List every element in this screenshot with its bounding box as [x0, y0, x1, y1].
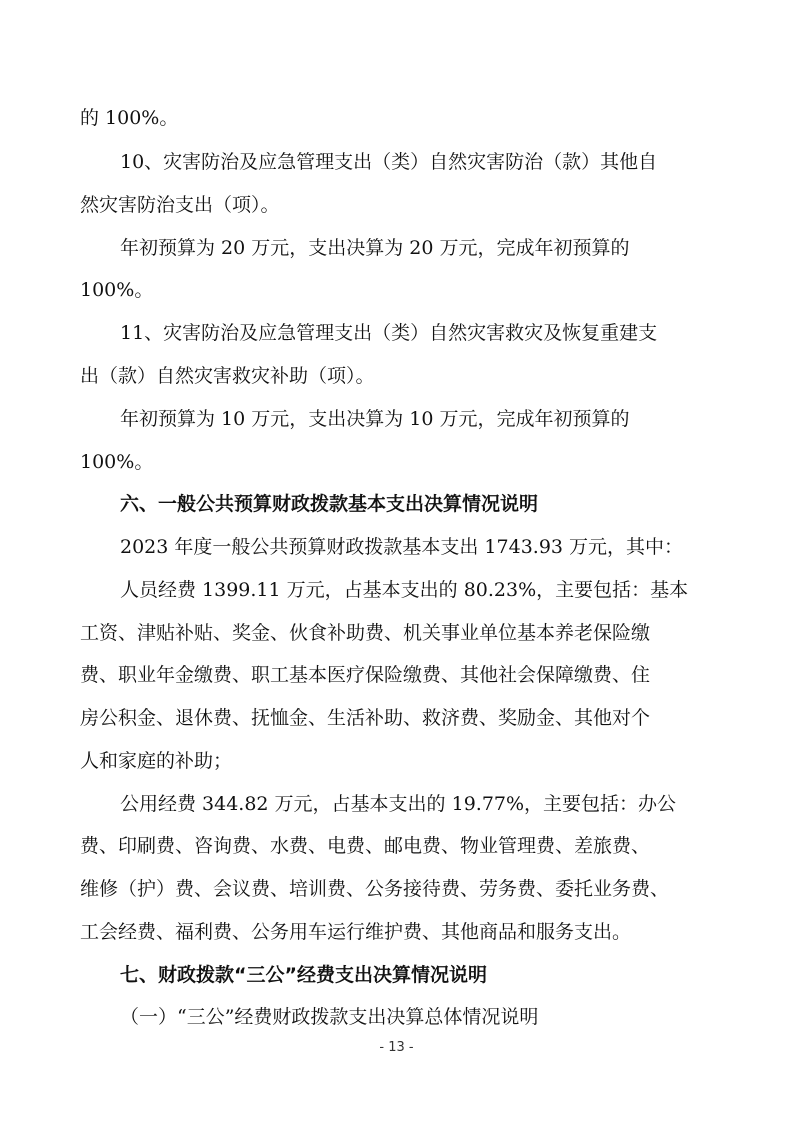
text-line: 100%。	[80, 279, 154, 301]
subsection-heading: （一）“三公”经费财政拨款支出决算总体情况说明	[120, 1006, 539, 1028]
text-line: 工资、津贴补贴、奖金、伙食补助费、机关事业单位基本养老保险缴	[80, 622, 651, 644]
text-line: 人和家庭的补助；	[80, 750, 233, 772]
text-line: 年初预算为 10 万元，支出决算为 10 万元，完成年初预算的	[120, 408, 630, 430]
section-heading: 六、一般公共预算财政拨款基本支出决算情况说明	[120, 493, 539, 515]
text-line: 2023 年度一般公共预算财政拨款基本支出 1743.93 万元，其中：	[120, 536, 684, 558]
text-line: 10、灾害防治及应急管理支出（类）自然灾害防治（款）其他自	[120, 151, 658, 173]
section-heading: 七、财政拨款“三公”经费支出决算情况说明	[120, 964, 487, 986]
text-line: 费、印刷费、咨询费、水费、电费、邮电费、物业管理费、差旅费、	[80, 835, 651, 857]
text-line: 的 100%。	[80, 107, 179, 129]
text-line: 工会经费、福利费、公务用车运行维护费、其他商品和服务支出。	[80, 921, 632, 943]
text-line: 然灾害防治支出（项）。	[80, 194, 280, 216]
text-line: 人员经费 1399.11 万元，占基本支出的 80.23%，主要包括：基本	[120, 579, 689, 601]
text-line: 费、职业年金缴费、职工基本医疗保险缴费、其他社会保障缴费、住	[80, 664, 651, 686]
text-line: 公用经费 344.82 万元，占基本支出的 19.77%，主要包括：办公	[120, 793, 677, 815]
page-number: - 13 -	[379, 1040, 414, 1055]
text-line: 出（款）自然灾害救灾补助（项）。	[80, 365, 375, 387]
text-line: 100%。	[80, 451, 154, 473]
text-line: 年初预算为 20 万元，支出决算为 20 万元，完成年初预算的	[120, 237, 630, 259]
text-line: 11、灾害防治及应急管理支出（类）自然灾害救灾及恢复重建支	[120, 322, 658, 344]
text-line: 维修（护）费、会议费、培训费、公务接待费、劳务费、委托业务费、	[80, 878, 670, 900]
text-line: 房公积金、退休费、抚恤金、生活补助、救济费、奖励金、其他对个	[80, 707, 651, 729]
